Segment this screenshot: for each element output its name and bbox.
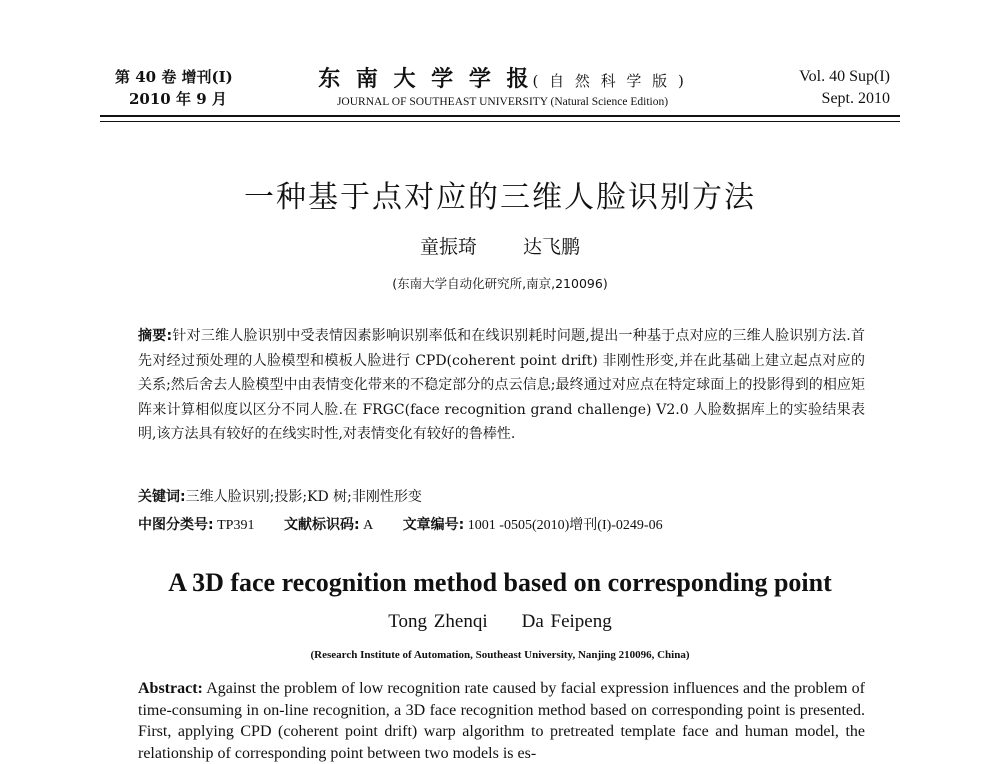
journal-edition-cn: ( 自 然 科 学 版 ) — [532, 72, 687, 90]
affiliation-cn: (东南大学自动化研究所,南京,210096) — [392, 276, 608, 291]
keywords-cn-text: 三维人脸识别;投影;KD 树;非刚性形变 — [185, 489, 422, 505]
keywords-cn-label: 关键词: — [138, 489, 186, 505]
date-cn: 2010 年 9 月 — [129, 90, 227, 108]
article-number-label: 文章编号: — [402, 517, 465, 533]
header-rule-thin — [100, 121, 900, 122]
author-en-1: Tong Zhenqi — [388, 611, 488, 632]
clc-label: 中图分类号: — [138, 517, 214, 533]
author-en-2: Da Feipeng — [521, 611, 612, 632]
article-number-value: 1001 -0505(2010)增刊(I)-0249-06 — [467, 518, 663, 533]
journal-header — [115, 66, 890, 110]
abstract-cn-text: 针对三维人脸识别中受表情因素影响识别率低和在线识别耗时问题,提出一种基于点对应的三维人脸识别方法.首先对经过预处理的人脸模型和模板人脸进行 CPD(coherent point drift) 非刚性形变,并在此基础上建立起点对应的关系;然后舍去人脸模型中由表情变化带来的不稳定部分的点云信息;最终通过对应点在特定球面上的投影得到的相应矩阵来计算相似度以区分不同人脸.在 FRGC(face recognition grand challenge) V2.0 人脸数据库上的实验结果表明,该方法具有较好的在线实时性,对表情变化有较好的鲁棒性. — [138, 328, 865, 442]
authors-cn: 童振琦 达飞鹏 — [419, 236, 581, 258]
paper-title-en: A 3D face recognition method based on corresponding point — [168, 568, 832, 597]
classification-line — [138, 514, 865, 537]
authors-en — [0, 611, 1000, 633]
affiliation-en: (Research Institute of Automation, Southeast University, Nanjing 210096, China) — [310, 649, 690, 661]
doc-code-value: A — [363, 518, 374, 533]
abstract-en-text: Against the problem of low recognition rate caused by facial expression influences and the problem of time-consuming in on-line recognition, a 3D face recognition method based on corresponding point is presented. First, applying CPD (coherent point drift) warp algorithm to pretreated template face and human model, the relationship of corresponding point between two models is es- — [138, 680, 866, 762]
abstract-cn — [138, 324, 865, 447]
keywords-cn — [138, 486, 865, 508]
header-rule-thick — [100, 115, 900, 117]
header-right — [799, 66, 890, 110]
volume-cn: 第 40 卷 增刊(I) — [115, 68, 233, 86]
abstract-en — [138, 678, 865, 764]
volume-en: Vol. 40 Sup(I) — [799, 68, 890, 85]
paper-title-cn: 一种基于点对应的三维人脸识别方法 — [244, 180, 756, 215]
clc-value: TP391 — [217, 518, 255, 533]
header-center — [305, 66, 700, 110]
abstract-en-label: Abstract: — [138, 680, 203, 697]
journal-name-en: JOURNAL OF SOUTHEAST UNIVERSITY (Natural Science Edition) — [336, 96, 669, 108]
journal-name-cn — [305, 66, 700, 94]
header-left — [115, 66, 233, 110]
journal-title-cn: 东 南 大 学 学 报 — [318, 66, 533, 92]
doc-code-label: 文献标识码: — [283, 517, 360, 533]
abstract-cn-label: 摘要: — [138, 328, 173, 344]
date-en: Sept. 2010 — [821, 90, 890, 107]
